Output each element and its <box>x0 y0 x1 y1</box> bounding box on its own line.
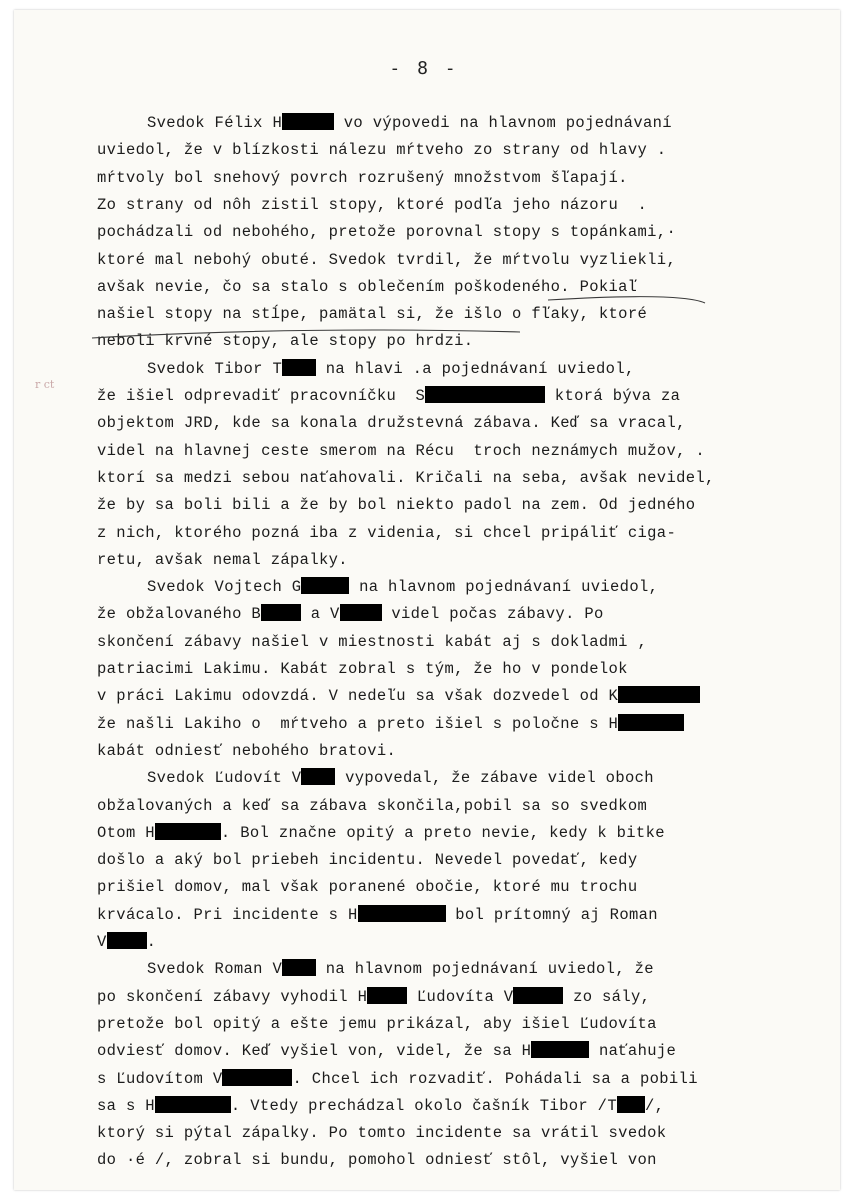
text-segment: v práci Lakimu odovzdá. V nedeľu sa však dozvedel od K <box>97 687 619 706</box>
text-segment: s Ľudovítom V <box>97 1069 223 1088</box>
text-segment: V <box>97 933 107 951</box>
text-segment: . <box>146 933 157 951</box>
text-segment: vypovedal, že zábave videl oboch <box>335 769 654 788</box>
text-segment: že by sa boli bili a že by bol niekto padol na zem. Od jedného <box>97 496 696 515</box>
text-segment: pretože bol opitý a ešte jemu prikázal, aby išiel Ľudovíta <box>97 1014 657 1033</box>
text-segment: že našli Lakiho o mŕtveho a preto išiel s poločne s H <box>97 714 619 733</box>
text-segment: zo sály, <box>563 987 651 1006</box>
text-segment: obžalovaných a keď sa zábava skončila,pobil sa so svedkom <box>97 796 648 815</box>
text-segment: Svedok Vojtech G <box>147 578 302 597</box>
text-segment: ktorá býva za <box>545 387 681 405</box>
text-segment: došlo a aký bol priebeh incidentu. Nevedel povedať, kedy <box>97 851 638 870</box>
text-segment: prišiel domov, mal však poranené obočie, ktoré mu trochu <box>97 878 638 897</box>
text-segment: pochádzali od nebohého, pretože porovnal stopy s topánkami,· <box>97 223 677 242</box>
text-segment: videl na hlavnej ceste smerom na Récu troch neznámych mužov, . <box>97 441 706 460</box>
text-segment: do ·é /, zobral si bundu, pomohol odniesť stôl, vyšiel von <box>97 1151 657 1170</box>
text-segment: Zo strany od nôh zistil stopy, ktoré podľa jeho názoru . <box>97 195 648 214</box>
text-segment: ktorí sa medzi sebou naťahovali. Kričali na seba, avšak nevidel, <box>97 468 715 487</box>
text-segment: uviedol, že v blízkosti nálezu mŕtveho zo strany od hlavy . <box>97 141 667 160</box>
text-segment: Svedok Roman V <box>147 960 283 979</box>
text-segment: Otom H <box>97 823 155 842</box>
text-segment: . Chcel ich rozvadiť. Pohádali sa a pobili <box>292 1069 698 1088</box>
text-segment: odviesť domov. Keď vyšiel von, videl, že sa H <box>97 1042 532 1061</box>
text-segment: krvácalo. Pri incidente s H <box>97 905 358 924</box>
text-segment: . Vtedy prechádzal okolo čašník Tibor /T <box>230 1096 617 1115</box>
text-segment: Ľudovíta V <box>407 987 514 1006</box>
text-segment: že išiel odprevadiť pracovníčku S <box>97 387 426 405</box>
text-segment: na hlavnom pojednávaní uviedol, <box>349 578 659 597</box>
text-segment: z nich, ktorého pozná iba z videnia, si chcel pripáliť ciga- <box>97 523 677 542</box>
text-segment: sa s H <box>97 1096 155 1115</box>
text-segment: skončení zábavy našiel v miestnosti kabát aj s dokladmi , <box>97 632 648 651</box>
text-segment: a V <box>301 605 340 624</box>
text-segment: našiel stopy na stĺpe, pamätal si, že išlo o fľaky, ktoré <box>97 305 648 324</box>
text-segment: /, <box>644 1096 665 1115</box>
text-segment: že obžalovaného B <box>97 605 262 624</box>
text-segment: naťahuje <box>589 1042 677 1061</box>
text-segment: Svedok Ľudovít V <box>147 769 302 788</box>
text-segment: retu, avšak nemal zápalky. <box>97 550 348 569</box>
text-segment: ktorý si pýtal zápalky. Po tomto incidente sa vrátil svedok <box>97 1124 667 1143</box>
text-segment: videl počas zábavy. Po <box>381 605 604 624</box>
text-segment: kabát odniesť nebohého bratovi. <box>97 741 397 760</box>
text-segment: ktoré mal nebohý obuté. Svedok tvrdil, že mŕtvolu vyzliekli, <box>97 250 677 269</box>
text-segment: mŕtvoly bol snehový povrch rozrušený množstvom šľapají. <box>97 168 628 187</box>
page-number: - 8 - <box>389 58 459 79</box>
text-segment: . Bol značne opitý a preto nevie, kedy k bitke <box>220 823 665 842</box>
text-segment: objektom JRD, kde sa konala družstevná zábava. Keď sa vracal, <box>97 414 686 433</box>
text-segment: patriacimi Lakimu. Kabát zobral s tým, že ho v pondelok <box>97 660 628 678</box>
text-segment: neboli krvné stopy, ale stopy po hrdzi. <box>97 332 474 351</box>
text-segment: na hlavnom pojednávaní uviedol, že <box>316 960 654 979</box>
text-segment: Svedok Tibor T <box>147 359 283 378</box>
text-segment: po skončení zábavy vyhodil H <box>97 987 368 1006</box>
margin-mark: r ct <box>35 378 55 391</box>
text-segment: na hlavi .a pojednávaní uviedol, <box>316 359 635 378</box>
text-segment: Svedok Félix H <box>147 114 283 132</box>
text-segment: bol prítomný aj Roman <box>445 905 658 924</box>
text-segment: vo výpovedi na hlavnom pojednávaní <box>334 114 672 132</box>
text-segment: avšak nevie, čo sa stalo s oblečením poškodeného. Pokiaľ <box>97 277 638 296</box>
